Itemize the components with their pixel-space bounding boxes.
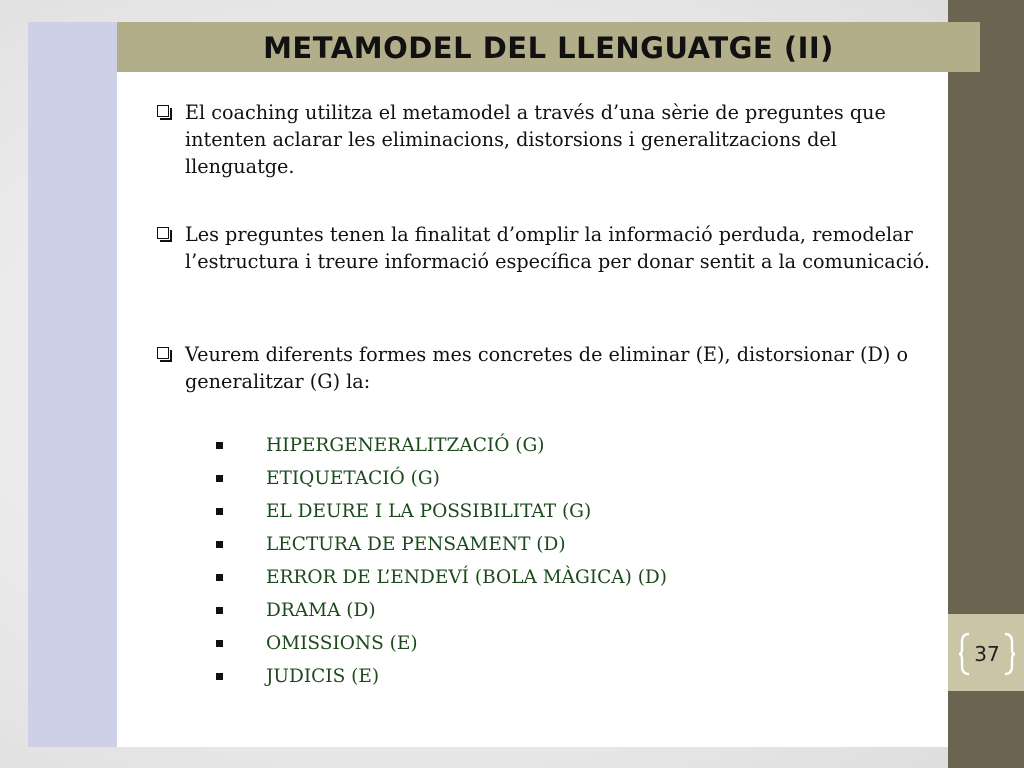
list-item-label: JUDICIS (E) [266,666,380,687]
checkbox-bullet-icon [157,227,169,239]
square-bullet-icon [216,508,223,515]
square-bullet-icon [216,574,223,581]
square-bullet-icon [216,475,223,482]
metamodel-categories-list [215,432,915,696]
checkbox-bullet-icon [157,347,169,359]
square-bullet-icon [216,442,223,449]
square-bullet-icon [216,607,223,614]
paragraph-text: El coaching utilitza el metamodel a través d’una sèrie de preguntes que intenten aclarar les eliminacions, distorsions i generalitzacions del llenguatge. [185,101,886,178]
list-item [215,564,915,597]
list-item-label: OMISSIONS (E) [266,633,418,654]
left-decor-strip [28,22,117,747]
list-item-label: EL DEURE I LA POSSIBILITAT (G) [266,501,592,522]
square-bullet-icon [216,640,223,647]
paragraph-3 [157,341,947,395]
list-item-label: DRAMA (D) [266,600,376,621]
paragraph-1 [157,99,947,180]
list-item [215,597,915,630]
page-number: 37 [974,642,1000,666]
list-item [215,465,915,498]
square-bullet-icon [216,673,223,680]
paragraph-2 [157,221,947,275]
list-item-label: HIPERGENERALITZACIÓ (G) [266,435,545,456]
square-bullet-icon [216,541,223,548]
list-item [215,432,915,465]
list-item-label: ETIQUETACIÓ (G) [266,468,440,489]
paragraph-text: Veurem diferents formes mes concretes de eliminar (E), distorsionar (D) o generalitzar (G) la: [185,343,909,393]
list-item-label: ERROR DE L’ENDEVÍ (BOLA MÀGICA) (D) [266,567,667,588]
list-item [215,630,915,663]
slide-title: METAMODEL DEL LLENGUATGE (II) [263,31,834,65]
list-item-label: LECTURA DE PENSAMENT (D) [266,534,566,555]
paragraph-text: Les preguntes tenen la finalitat d’omplir la informació perduda, remodelar l’estructura i treure informació específica per donar sentit a la comunicació. [185,223,930,273]
list-item [215,531,915,564]
checkbox-bullet-icon [157,105,169,117]
list-item [215,663,915,696]
list-item [215,498,915,531]
page-number-badge [958,632,1016,676]
